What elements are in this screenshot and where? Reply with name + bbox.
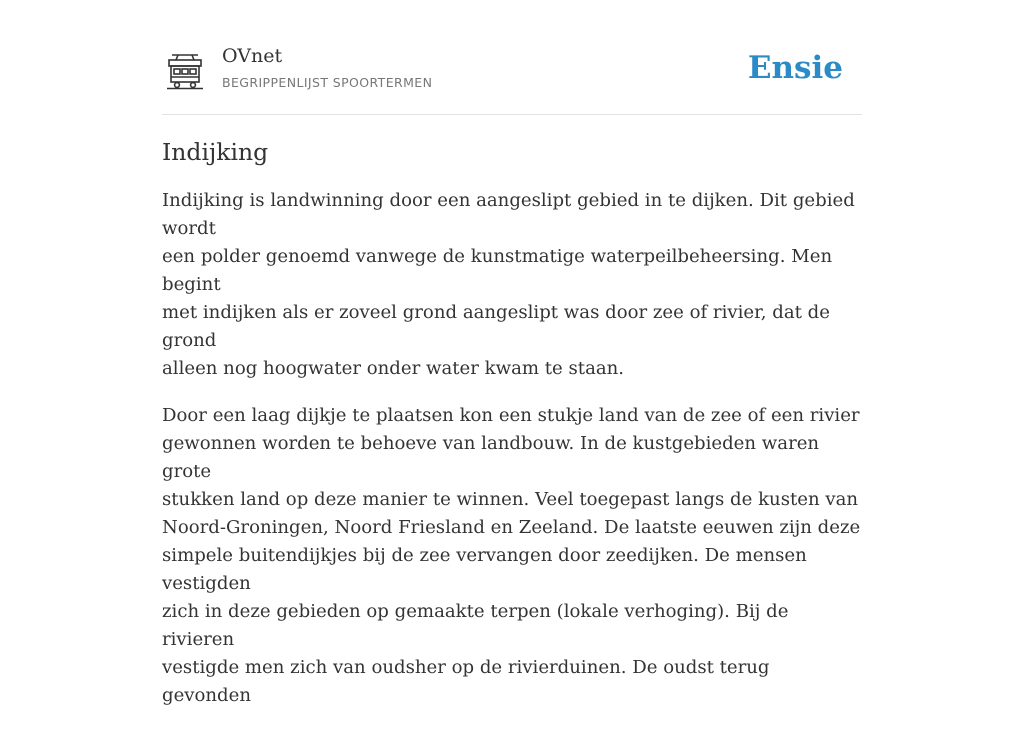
- article-paragraph: Door een laag dijkje te plaatsen kon een stukje land van de zee of een rivier gewonnen worden te behoeve van landbouw. In de kustgebieden waren grote stukken land op deze manier te winnen. Veel toegepast langs de kusten van Noord-Groningen, Noord Friesland en Zeeland. De laatste eeuwen zijn deze simpele buitendijkjes bij de zee vervangen door zeedijken. De mensen vestigden zich in deze gebieden op gemaakte terpen (lokale verhoging). Bij de rivieren vestigde men zich van oudsher op de rivierduinen. De oudst terug gevonden: [162, 405, 861, 706]
- brand-logo[interactable]: Ensie: [747, 50, 843, 86]
- site-subtitle: BEGRIPPENLIJST SPOORTERMEN: [222, 75, 433, 90]
- site-name[interactable]: OVnet: [222, 45, 283, 67]
- site-header: [162, 0, 862, 115]
- tram-icon[interactable]: [166, 51, 204, 91]
- article-title: Indijking: [162, 138, 269, 166]
- article: [162, 136, 864, 729]
- article-paragraph: Indijking is landwinning door een aangeslipt gebied in te dijken. Dit gebied wordt een polder genoemd vanwege de kunstmatige waterpeilbeheersing. Men begint met indijken als er zoveel grond aangeslipt was door zee of rivier, dat de grond alleen nog hoogwater onder water kwam te staan.: [162, 190, 855, 379]
